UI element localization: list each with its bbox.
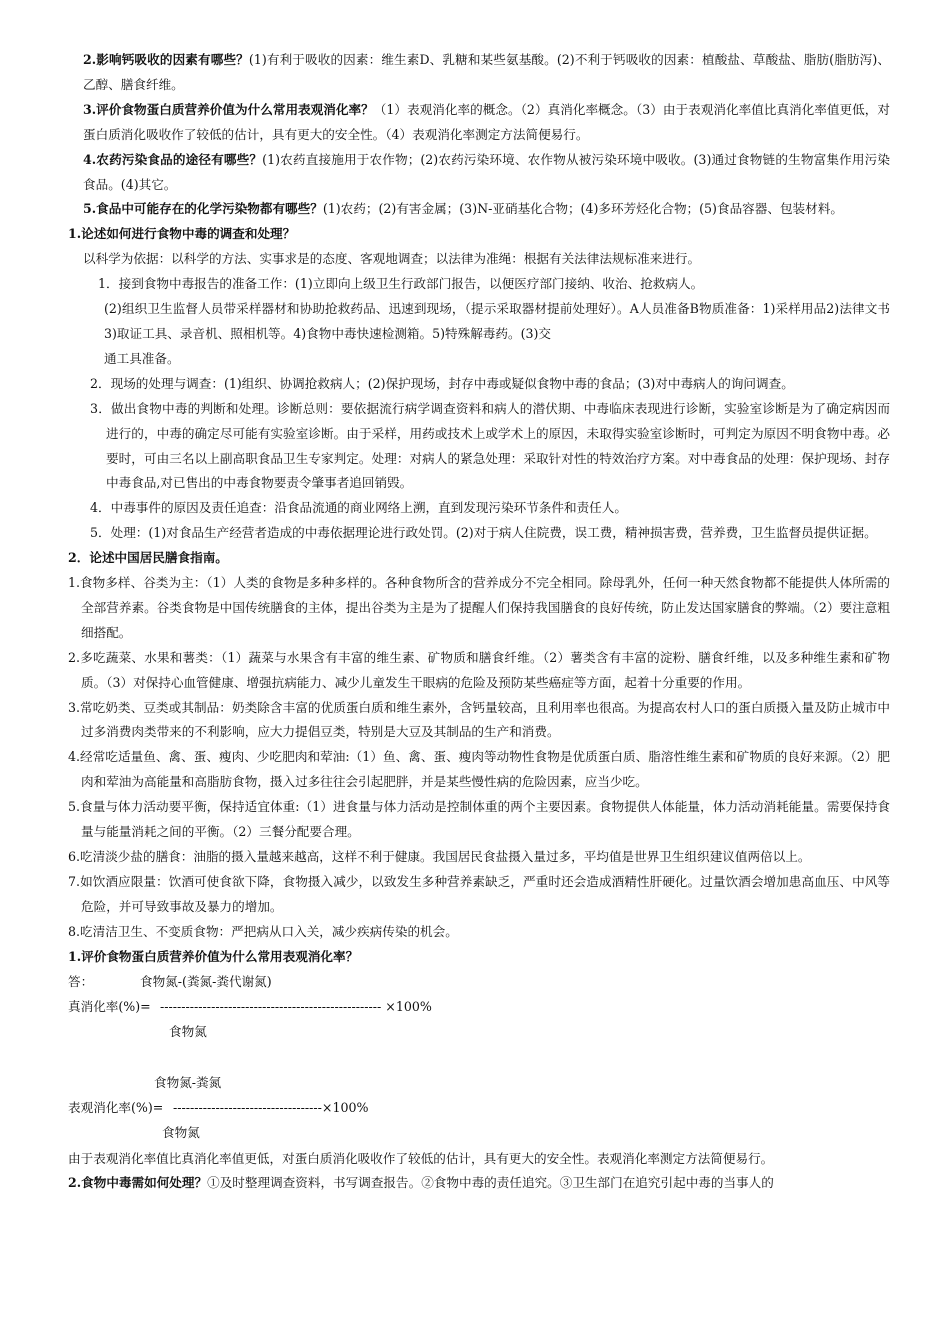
answer-text: (1)有利于吸收的因素：维生素D、乳糖和某些氨基酸。(2)不利于钙吸收的因素：植酸盐、草酸盐、脂肪(脂肪泻)、乙醇、膳食纤维。	[83, 52, 890, 92]
essay1-intro: 以科学为依据：以科学的方法、实事求是的态度、客观地调查；以法律为准绳：根据有关法律法规标准来进行。	[83, 251, 701, 267]
formula-numerator: 食物氮-(粪氮-粪代谢氮)	[140, 973, 272, 989]
formula-fraction-line: ---------------------------------------------------- ×100%	[160, 998, 432, 1014]
question3-title: 1.评价食物蛋白质营养价值为什么常用表观消化率？	[68, 948, 359, 964]
guideline-item: 3.常吃奶类、豆类或其制品：奶类除含丰富的优质蛋白质和维生素外，含钙量较高，且利用率也很高。为提高农村人口的蛋白质摄入量及防止城市中过多消费肉类带来的不利影响，应大力提倡豆类，特别是大豆及其制品的生产和消费。	[68, 699, 890, 740]
qa-calcium	[68, 48, 890, 98]
qa-chemical-pollutants	[68, 197, 890, 222]
question-label: 2.影响钙吸收的因素有哪些？	[83, 52, 249, 67]
question-label: 5.食品中可能存在的化学污染物都有哪些？	[83, 201, 323, 217]
apparent-digestibility-formula	[68, 1071, 890, 1147]
guideline-item: 5.食量与体力活动要平衡，保持适宜体重:（1）进食量与体力活动是控制体重的两个主要因素。食物提供人体能量，体力活动消耗能量。需要保持食量与能量消耗之间的平衡。（2）三餐分配要合理。	[68, 799, 890, 840]
formula-label: 表观消化率(%)=	[68, 1099, 164, 1115]
document-page	[68, 48, 890, 1196]
guideline-item: 4.经常吃适量鱼、禽、蛋、瘦肉、少吃肥肉和荤油:（1）鱼、禽、蛋、瘦肉等动物性食物是优质蛋白质、脂溶性维生素和矿物质的良好来源。（2）肥肉和荤油为高能量和高脂肪食物，摄入过多往往会引起肥胖，并是某些慢性病的危险因素，应当少吃。	[68, 749, 890, 790]
question-label: 2.食物中毒需如何处理？	[68, 1175, 208, 1191]
qa-pesticide	[68, 148, 890, 198]
essay1-step1-body: (2)组织卫生监督人员带采样器材和协助抢救药品、迅速到现场，（提示采取器材提前处理好）。A人员准备B物质准备：1)采样用品2)法律文书3)取证工具、录音机、照相机等。4)食物中毒快速检测箱。5)特殊解毒药。(3)交	[104, 301, 890, 341]
answer-text: ①及时整理调查资料，书写调查报告。②食物中毒的责任追究。③卫生部门在追究引起中毒的当事人的	[207, 1175, 774, 1191]
essay2-title: 2．论述中国居民膳食指南。	[68, 550, 228, 566]
formula-numerator: 食物氮-粪氮	[154, 1074, 222, 1090]
true-digestibility-formula	[68, 970, 890, 1046]
question3-conclusion: 由于表观消化率值比真消化率值更低，对蛋白质消化吸收作了较低的估计，具有更大的安全性。表观消化率测定方法简便易行。	[68, 1150, 774, 1166]
guideline-item: 7.如饮酒应限量：饮酒可使食欲下降，食物摄入减少，以致发生多种营养素缺乏，严重时还会造成酒精性肝硬化。过量饮酒会增加患高血压、中风等危险，并可导致事故及暴力的增加。	[68, 873, 890, 914]
essay1-step: 3．做出食物中毒的判断和处理。诊断总则：要依据流行病学调查资料和病人的潜伏期、中毒临床表现进行诊断，实验室诊断是为了确定病因而进行的，中毒的确定尽可能有实验室诊断。由于采样，用药或技术上或学术上的原因，未取得实验室诊断时，可判定为原因不明食物中毒。必要时，可由三名以上副高职食品卫生专家判定。处理：对病人的紧急处理：采取针对性的特效治疗方案。对中毒食品的处理：保护现场、封存中毒食品,对已售出的中毒食物要责令肇事者追回销毁。	[90, 400, 890, 491]
guideline-item: 2.多吃蔬菜、水果和薯类：（1）蔬菜与水果含有丰富的维生素、矿物质和膳食纤维。（2）薯类含有丰富的淀粉、膳食纤维，以及多种维生素和矿物质。（3）对保持心血管健康、增强抗病能力、减少儿童发生干眼病的危险及预防某些癌症等方面，起着十分重要的作用。	[68, 649, 890, 690]
essay1-step: 4．中毒事件的原因及责任追查：沿食品流通的商业网络上溯，直到发现污染环节条件和责任人。	[90, 500, 627, 516]
guideline-item: 8.吃清洁卫生、不变质食物：严把病从口入关，减少疾病传染的机会。	[68, 923, 458, 939]
formula-denominator: 食物氮	[169, 1023, 207, 1039]
essay1-step: 2．现场的处理与调查：(1)组织、协调抢救病人；(2)保护现场，封存中毒或疑似食物中毒的食品；(3)对中毒病人的询问调查。	[90, 375, 794, 391]
qa-apparent-digestibility	[68, 98, 890, 148]
essay1-step1-body-end: 通工具准备。	[104, 350, 180, 366]
qa-poisoning-handling	[68, 1171, 890, 1196]
essay1-step: 5．处理：(1)对食品生产经营者造成的中毒依据理论进行政处罚。(2)对于病人住院费，误工费，精神损害费，营养费，卫生监督员提供证据。	[90, 525, 877, 541]
formula-denominator: 食物氮	[162, 1124, 200, 1140]
formula-fraction-line: -----------------------------------×100%	[173, 1099, 369, 1115]
essay1-title: 1.论述如何进行食物中毒的调查和处理？	[68, 226, 296, 242]
guideline-item: 1.食物多样、谷类为主：（1）人类的食物是多种多样的。各种食物所含的营养成分不完全相同。除母乳外，任何一种天然食物都不能提供人体所需的全部营养素。谷类食物是中国传统膳食的主体，提出谷类为主是为了提醒人们保持我国膳食的良好传统，防止发达国家膳食的弊端。（2）要注意粗细搭配。	[68, 575, 890, 640]
guideline-item: 6.吃清淡少盐的膳食：油脂的摄入量越来越高，这样不利于健康。我国居民食盐摄入量过多，平均值是世界卫生组织建议值两倍以上。	[68, 849, 811, 864]
answer-text: (1)农药；(2)有害金属；(3)N-亚硝基化合物；(4)多环芳烃化合物；(5)食品容器、包装材料。	[322, 201, 843, 217]
formula-label: 真消化率(%)=	[68, 998, 151, 1014]
answer-text: （1）表观消化率的概念。（2）真消化率概念。（3）由于表观消化率值比真消化率值更低，对蛋白质消化吸收作了较低的估计，具有更大的安全性。（4）表观消化率测定方法简便易行。	[83, 101, 890, 142]
answer-text: (1)农药直接施用于农作物；(2)农药污染环境、农作物从被污染环境中吸收。(3)通过食物链的生物富集作用污染食品。(4)其它。	[83, 151, 890, 192]
essay1-step1-head: 1．接到食物中毒报告的准备工作：(1)立即向上级卫生行政部门报告，以便医疗部门接纳、收治、抢救病人。	[98, 276, 704, 292]
question-label: 4.农药污染食品的途径有哪些？	[83, 151, 263, 167]
answer-label: 答：	[68, 973, 94, 989]
question-label: 3.评价食物蛋白质营养价值为什么常用表观消化率？	[83, 101, 374, 117]
